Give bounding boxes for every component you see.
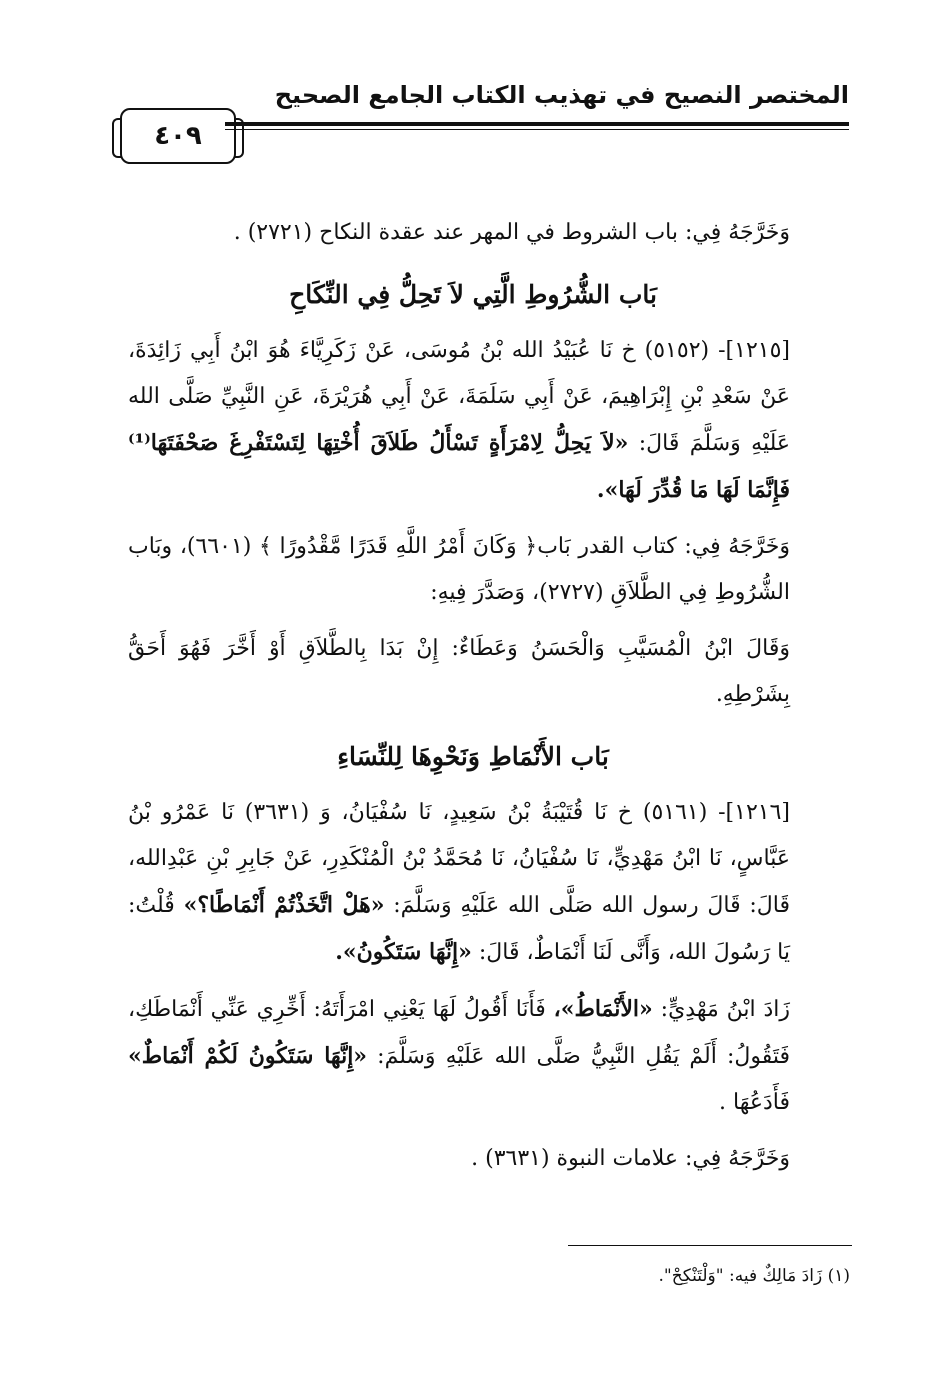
- hadith-isnad: [١٢١٦]- (٥١٦١) خ نَا قُتَيْبَةُ بْنُ سَعِيدٍ، نَا سُفْيَانُ، وَ (٣٦٣١) نَا عَمْرُو بْنُ عَبَّاسٍ، نَا ابْنُ مَهْدِيٍّ، نَا سُفْيَانُ، نَا مُحَمَّدُ بْنُ الْمُنْكَدِرِ، عَنْ جَابِرِ بْنِ عَبْدِالله، قَالَ: قَالَ رسول الله صَلَّى الله عَلَيْهِ وَسَلَّمَ:: [128, 800, 790, 918]
- hadith-answer: «إِنَّهَا سَتَكُونُ».: [335, 939, 472, 965]
- addition-quote: «إِنَّهَا سَتَكُونُ لَكُمْ أَنْمَاطٌ»: [128, 1043, 368, 1069]
- hadith-matn: «لاَ يَحِلُّ لِامْرَأَةٍ تَسْأَلُ طَلاَقَ أُخْتِهَا لِتَسْتَفْرِغَ صَحْفَتَهَا⁽¹⁾ فَإِنَّمَا لَهَا مَا قُدِّرَ لَهَا».: [128, 430, 790, 503]
- footnote-rule: [568, 1245, 852, 1246]
- hadith-narration: قُلْتُ: يَا رَسُولَ الله، وَأَنَّى لَنَا أَنْمَاطٌ، قَالَ:: [128, 893, 790, 965]
- addition-intro: زَادَ ابْنُ مَهْدِيٍّ:: [660, 997, 791, 1022]
- takhrij-paragraph: وَخَرَّجَهُ فِي: باب الشروط في المهر عند عقدة النكاح (٢٧٢١) .: [233, 220, 790, 245]
- hadith-1215: [128, 328, 818, 514]
- takhrij-line: وبَاب الشُّرُوطِ فِي الطَّلاَقِ (٢٧٢٧)، وَصَدَّرَ فِيهِ:: [128, 534, 790, 605]
- addition-paragraph: [128, 986, 818, 1126]
- page-number: ٤٠٩: [120, 108, 236, 164]
- addition-end: فَأَدَعُهَا .: [719, 1090, 790, 1115]
- takhrij-paragraph: وَخَرَّجَهُ فِي: علامات النبوة (٣٦٣١) .: [471, 1146, 790, 1171]
- hadith-isnad: [١٢١٥]- (٥١٥٢) خ نَا عُبَيْدُ الله بْنُ مُوسَى، عَنْ زَكَرِيَّاءَ هُوَ ابْنُ أَبِي زَائِدَةَ، عَنْ سَعْدِ بْنِ إِبْرَاهِيمَ، عَنْ أَبِي سَلَمَةَ، عَنْ أَبِي هُرَيْرَةَ، عَنِ النَّبِيِّ صَلَّى الله عَلَيْهِ وَسَلَّمَ قَالَ:: [128, 338, 790, 456]
- takhrij-line: وَخَرَّجَهُ فِي: كتاب القدر بَاب﴿ وَكَانَ أَمْرُ اللَّهِ قَدَرًا مَّقْدُورًا ﴾ (٦٦٠١)،: [179, 534, 790, 559]
- hadith-1216: [128, 790, 818, 976]
- header-rule: [225, 122, 849, 130]
- hadith-question: «هَلْ اتَّخَذْتُمْ أَنْمَاطًا؟»: [183, 892, 385, 918]
- athar-paragraph: وَقَالَ ابْنُ الْمُسَيَّبِ وَالْحَسَنُ وَعَطَاءٌ: إِنْ بَدَا بِالطَّلاَقِ أَوْ أَخَّرَ فَهُوَ أَحَقُّ بِشَرْطِهِ.: [128, 636, 790, 707]
- footnote: (١) زَادَ مَالِكٌ فيه: "وَلْتَنْكِحْ".: [658, 1266, 850, 1286]
- addition-narration: فَأَنَا أَقُولُ لَهَا يَعْنِي امْرَأَتَهُ: أَخِّرِي عَنِّي أَنْمَاطَكِ، فَتَقُولُ: أَلَمْ يَقُلِ النَّبِيُّ صَلَّى الله عَلَيْهِ وَسَلَّمَ:: [128, 997, 791, 1069]
- page-body: [128, 210, 818, 1192]
- chapter-heading: بَاب الشُّرُوطِ الَّتِي لاَ تَحِلُّ فِي النِّكَاحِ: [289, 280, 657, 309]
- takhrij-paragraph: [128, 524, 818, 616]
- chapter-heading: بَاب الأَنْمَاطِ وَنَحْوِهَا لِلنِّسَاءِ: [337, 742, 609, 771]
- running-title: المختصر النصيح في تهذيب الكتاب الجامع الصحيح: [274, 81, 849, 109]
- addition-quote: «الأَنْمَاطُ»،: [553, 996, 653, 1022]
